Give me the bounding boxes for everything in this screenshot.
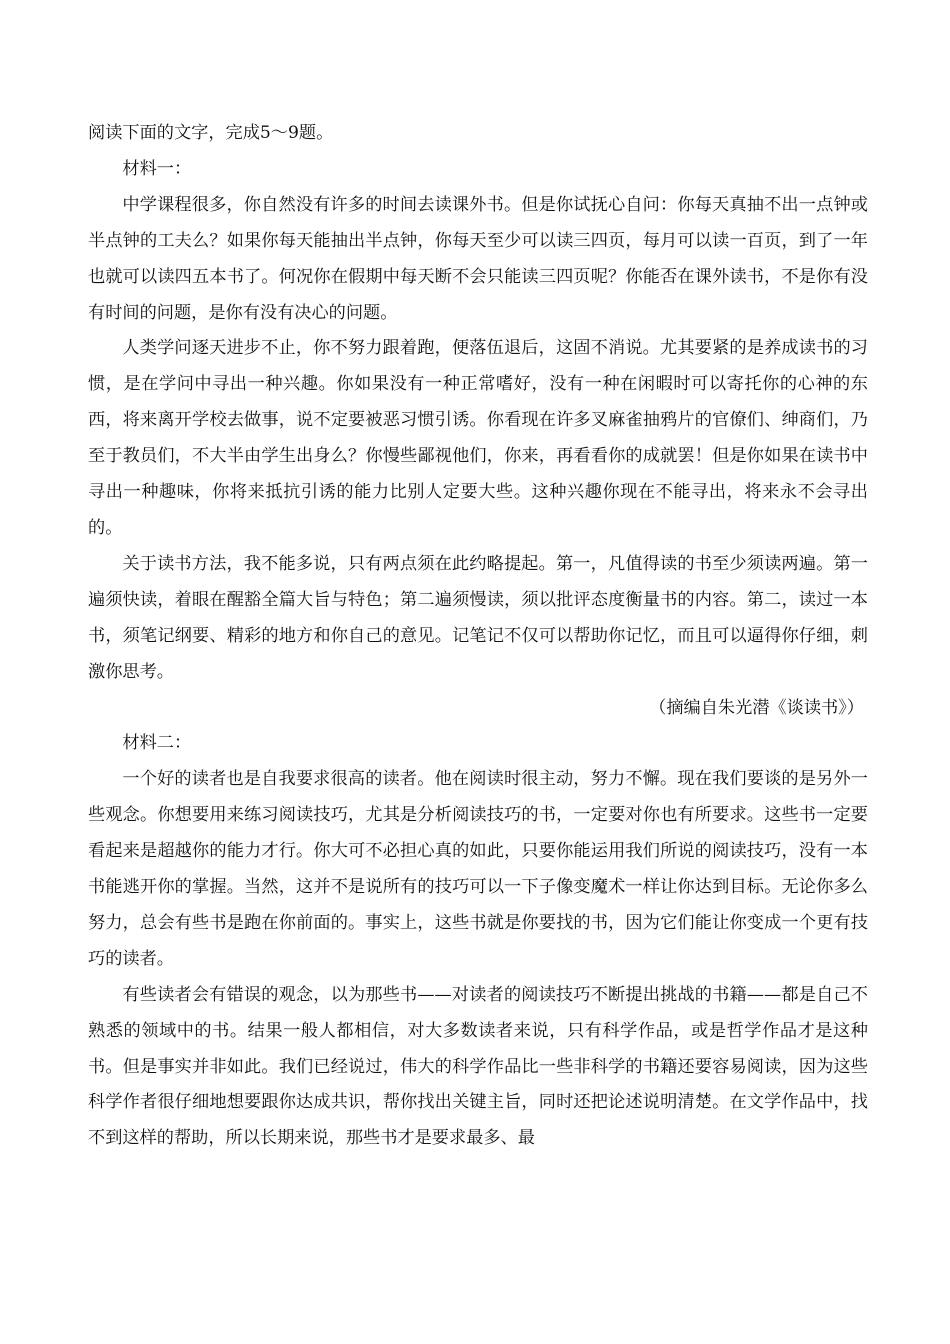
- material1-heading: 材料一：: [122, 158, 192, 179]
- material2-paragraph-1: 一个好的读者也是自我要求很高的读者。他在阅读时很主动，努力不懈。现在我们要谈的是另外一些观念。你想要用来练习阅读技巧，尤其是分析阅读技巧的书，一定要对你也有所要求。这些书一定要看起来是超越你的能力才行。你大可不必担心真的如此，只要你能运用我们所说的阅读技巧，没有一本书能逃开你的掌握。当然，这并不是说所有的技巧可以一下子像变魔术一样让你达到目标。无论你多么努力，总会有些书是跑在你前面的。事实上，这些书就是你要找的书，因为它们能让你变成一个更有技巧的读者。: [88, 769, 868, 969]
- material1-source: （摘编自朱光潜《谈读书》）: [649, 697, 864, 718]
- material1-paragraph-2: 人类学问逐天进步不止，你不努力跟着跑，便落伍退后，这固不消说。尤其要紧的是养成读书的习惯，是在学问中寻出一种兴趣。你如果没有一种正常嗜好，没有一种在闲暇时可以寄托你的心神的东西，将来离开学校去做事，说不定要被恶习惯引诱。你看现在许多叉麻雀抽鸦片的官僚们、绅商们，乃至于教员们，不大半由学生出身么？你慢些鄙视他们，你来，再看看你的成就罢！但是你如果在读书中寻出一种趣味，你将来抵抗引诱的能力比别人定要大些。这种兴趣你现在不能寻出，将来永不会寻出的。: [88, 338, 868, 538]
- material1-paragraph-3: 关于读书方法，我不能多说，只有两点须在此约略提起。第一，凡值得读的书至少须读两遍。第一遍须快读，着眼在醒豁全篇大旨与特色；第二遍须慢读，须以批评态度衡量书的内容。第二，读过一本书，须笔记纲要、精彩的地方和你自己的意见。记笔记不仅可以帮助你记忆，而且可以逼得你仔细，刺激你思考。: [88, 553, 868, 682]
- material1-paragraph-1: 中学课程很多，你自然没有许多的时间去读课外书。但是你试抚心自问：你每天真抽不出一点钟或半点钟的工夫么？如果你每天能抽出半点钟，你每天至少可以读三四页，每月可以读一百页，到了一年也就可以读四五本书了。何况你在假期中每天断不会只能读三四页呢？你能否在课外读书，不是你有没有时间的问题，是你有没有决心的问题。: [88, 194, 868, 323]
- material2-paragraph-2: 有些读者会有错误的观念，以为那些书——对读者的阅读技巧不断提出挑战的书籍——都是自己不熟悉的领域中的书。结果一般人都相信，对大多数读者来说，只有科学作品，或是哲学作品才是这种书。但是事实并非如此。我们已经说过，伟大的科学作品比一些非科学的书籍还要容易阅读，因为这些科学作者很仔细地想要跟你达成共识，帮你找出关键主旨，同时还把论述说明清楚。在文学作品中，找不到这样的帮助，所以长期来说，那些书才是要求最多、最: [88, 984, 868, 1149]
- document-page: [88, 116, 868, 1157]
- material2-heading: 材料二：: [122, 733, 192, 754]
- intro-instruction: 阅读下面的文字，完成5～9题。: [88, 123, 334, 143]
